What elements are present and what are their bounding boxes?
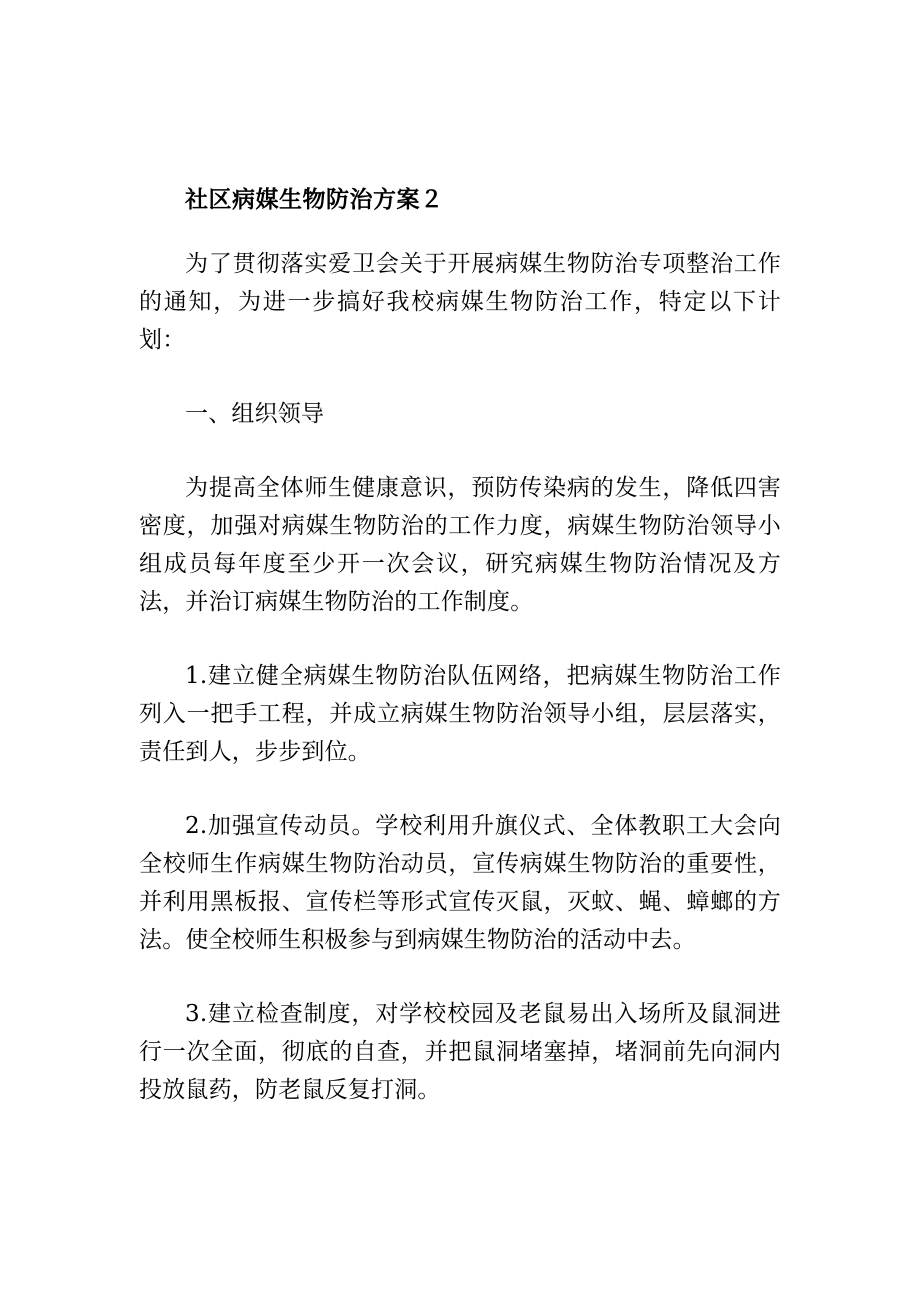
list-item-2: 2.加强宣传动员。学校利用升旗仪式、全体教职工大会向全校师生作病媒生物防治动员，宣传病媒生物防治的重要性，并利用黑板报、宣传栏等形式宣传灭鼠，灭蚊、蝇、蟑螂的方法。使全校师生积极参与到病媒生物防治的活动中去。 xyxy=(139,813,781,953)
intro-paragraph: 为了贯彻落实爱卫会关于开展病媒生物防治专项整治工作的通知，为进一步搞好我校病媒生物防治工作，特定以下计划： xyxy=(139,251,781,353)
section-heading-organization: 一、组织领导 xyxy=(185,401,325,427)
body-paragraph: 为提高全体师生健康意识，预防传染病的发生，降低四害密度，加强对病媒生物防治的工作力度，病媒生物防治领导小组成员每年度至少开一次会议，研究病媒生物防治情况及方法，并治订病媒生物防治的工作制度。 xyxy=(139,475,781,615)
list-item-1: 1.建立健全病媒生物防治队伍网络，把病媒生物防治工作列入一把手工程，并成立病媒生物防治领导小组，层层落实，责任到人，步步到位。 xyxy=(139,663,781,765)
document-body xyxy=(139,183,781,1109)
list-item-3: 3.建立检查制度，对学校校园及老鼠易出入场所及鼠洞进行一次全面，彻底的自查，并把鼠洞堵塞掉，堵洞前先向洞内投放鼠药，防老鼠反复打洞。 xyxy=(139,1001,781,1103)
document-title: 社区病媒生物防治方案２ xyxy=(185,186,444,213)
